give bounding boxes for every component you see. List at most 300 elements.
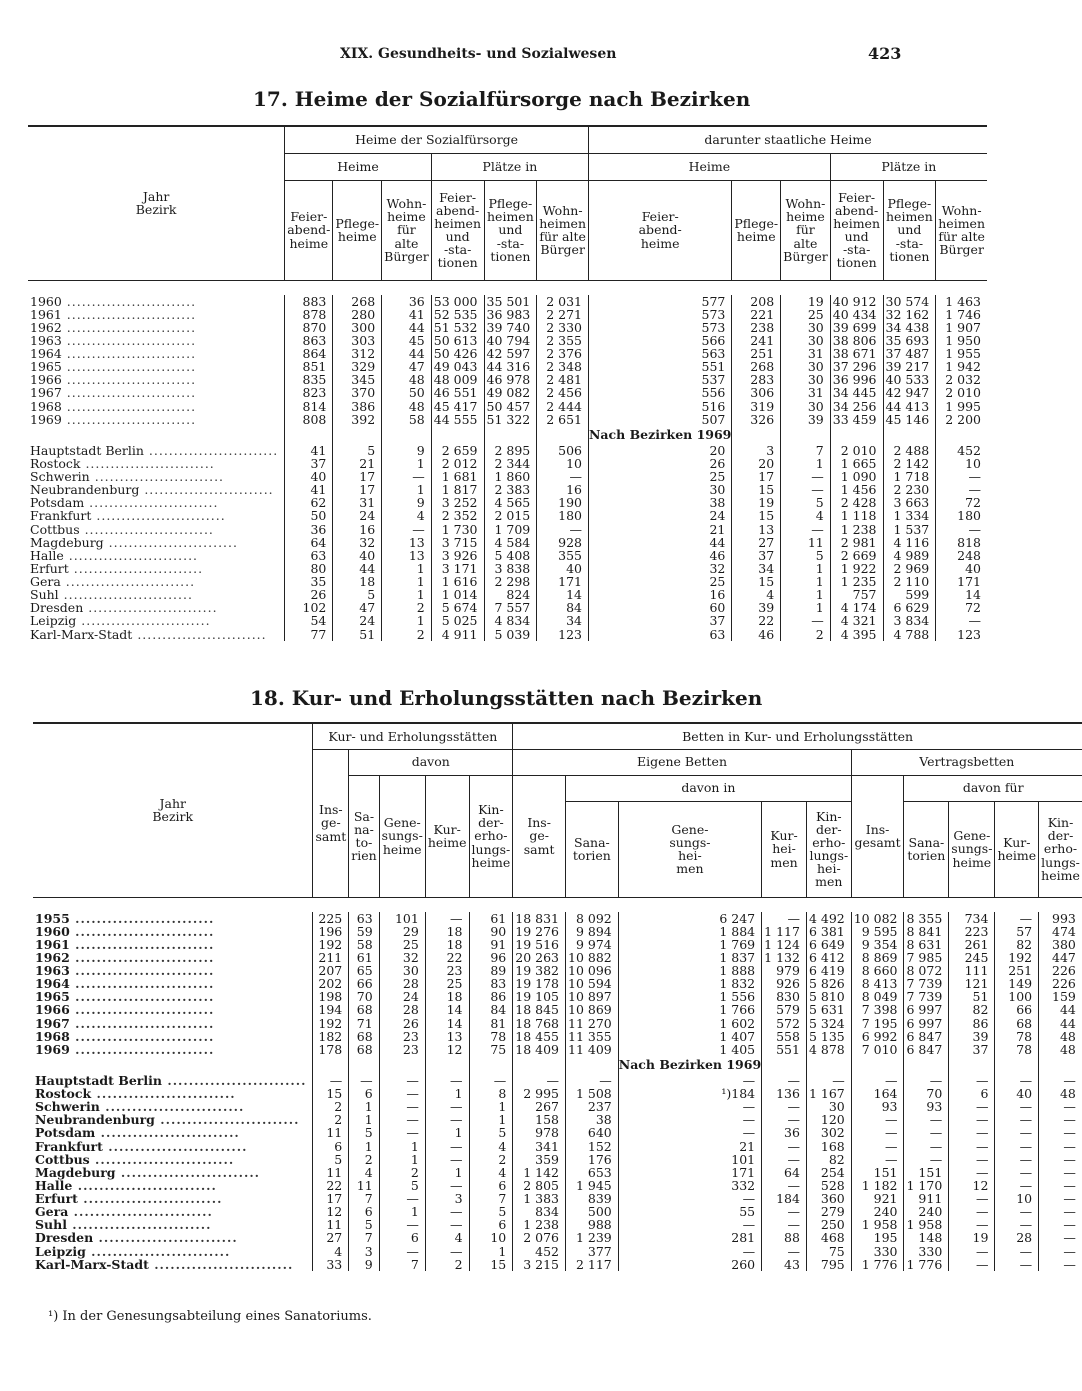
- data-cell: 4: [469, 1140, 513, 1153]
- data-cell: 1: [469, 1100, 513, 1113]
- data-cell: 70: [904, 1087, 949, 1100]
- leader-dots: ..........................: [61, 293, 197, 309]
- data-cell: 28: [995, 1231, 1039, 1244]
- leader-dots: ..........................: [63, 547, 199, 563]
- data-cell: 9 595: [851, 925, 904, 938]
- data-cell: 2 110: [883, 575, 936, 588]
- data-cell: 2 117: [566, 1258, 619, 1271]
- spacer-row: [33, 897, 1082, 912]
- data-cell: 18: [425, 938, 469, 951]
- data-cell: 1 616: [431, 575, 484, 588]
- table-row: [28, 413, 987, 426]
- data-cell: 2: [781, 628, 831, 641]
- leader-dots: ..........................: [99, 1099, 245, 1115]
- data-cell: 1 958: [851, 1218, 904, 1231]
- data-cell: 2 995: [513, 1087, 566, 1100]
- section-cell: [732, 426, 781, 444]
- data-cell: 39 699: [830, 321, 883, 334]
- col-genesungsheime: Gene- sungs- hei- men: [618, 801, 761, 897]
- data-cell: 19: [732, 496, 781, 509]
- data-cell: 447: [1039, 951, 1082, 964]
- data-cell: —: [1039, 1179, 1082, 1192]
- data-cell: 1 014: [431, 588, 484, 601]
- data-cell: 1 556: [618, 990, 761, 1003]
- data-cell: 6 649: [806, 938, 851, 951]
- data-cell: 1 888: [618, 964, 761, 977]
- data-cell: 30: [379, 964, 425, 977]
- data-cell: 63: [589, 628, 732, 641]
- data-cell: 35 693: [883, 334, 936, 347]
- data-cell: —: [949, 1100, 995, 1113]
- data-cell: —: [762, 1218, 807, 1231]
- data-cell: 5 408: [484, 549, 537, 562]
- data-cell: 194: [313, 1003, 349, 1016]
- data-cell: 4: [313, 1245, 349, 1258]
- data-cell: 51: [949, 990, 995, 1003]
- data-cell: 19: [781, 295, 831, 308]
- col-kurheime: Kur- heime: [995, 801, 1039, 897]
- data-cell: 75: [806, 1245, 851, 1258]
- col-pflegeheime: Pflege- heime: [732, 180, 781, 280]
- data-cell: 21: [589, 523, 732, 536]
- data-cell: 44: [382, 347, 432, 360]
- data-cell: 190: [537, 496, 589, 509]
- data-cell: —: [904, 1126, 949, 1139]
- data-cell: 566: [589, 334, 732, 347]
- data-cell: —: [1039, 1113, 1082, 1126]
- data-cell: 5: [349, 1126, 379, 1139]
- data-cell: 171: [936, 575, 987, 588]
- data-cell: 4 878: [806, 1043, 851, 1056]
- data-cell: 18: [333, 575, 382, 588]
- data-cell: 6 997: [904, 1003, 949, 1016]
- data-cell: —: [762, 1113, 807, 1126]
- data-cell: 300: [333, 321, 382, 334]
- row-label-text: 1967: [30, 385, 62, 401]
- data-cell: 54: [285, 614, 333, 627]
- data-cell: 83: [469, 977, 513, 990]
- data-cell: 5: [469, 1126, 513, 1139]
- col-sanatorien: Sana- torien: [904, 801, 949, 897]
- row-label-text: Neubrandenburg: [30, 482, 140, 498]
- data-cell: 72: [936, 601, 987, 614]
- data-cell: 4 584: [484, 536, 537, 549]
- data-cell: 11 270: [566, 1017, 619, 1030]
- data-cell: —: [1039, 1218, 1082, 1231]
- leader-dots: ..........................: [69, 976, 215, 992]
- data-cell: 58: [382, 413, 432, 426]
- data-cell: 6: [313, 1140, 349, 1153]
- data-cell: —: [425, 1074, 469, 1087]
- row-label-text: Schwerin: [35, 1099, 100, 1115]
- data-cell: 4 174: [830, 601, 883, 614]
- data-cell: 58: [349, 938, 379, 951]
- data-cell: —: [313, 1074, 349, 1087]
- data-cell: 7 010: [851, 1043, 904, 1056]
- leader-dots: ..........................: [102, 1138, 248, 1154]
- data-cell: 1 238: [830, 523, 883, 536]
- table-18-body: [33, 897, 1082, 1271]
- row-label: [33, 1258, 313, 1271]
- data-cell: 40 912: [830, 295, 883, 308]
- data-cell: 303: [333, 334, 382, 347]
- data-cell: 12: [425, 1043, 469, 1056]
- table-row: [28, 628, 987, 641]
- data-cell: 556: [589, 386, 732, 399]
- data-cell: 5 039: [484, 628, 537, 641]
- data-cell: —: [1039, 1245, 1082, 1258]
- section-cell: [537, 426, 589, 444]
- data-cell: 46: [732, 628, 781, 641]
- section-cell: [618, 1056, 761, 1074]
- data-cell: 1 508: [566, 1087, 619, 1100]
- data-cell: —: [949, 1153, 995, 1166]
- data-cell: 8 660: [851, 964, 904, 977]
- data-cell: 6 847: [904, 1043, 949, 1056]
- section-cell: [762, 1056, 807, 1074]
- data-cell: 14: [425, 1003, 469, 1016]
- data-cell: —: [618, 1100, 761, 1113]
- leader-dots: ..........................: [61, 385, 197, 401]
- row-label-text: 1963: [30, 332, 62, 348]
- data-cell: 1 602: [618, 1017, 761, 1030]
- data-cell: 9 974: [566, 938, 619, 951]
- row-label-text: Leipzig: [30, 613, 77, 629]
- data-cell: 2: [425, 1258, 469, 1271]
- data-cell: 1 407: [618, 1030, 761, 1043]
- data-cell: 563: [589, 347, 732, 360]
- data-cell: 192: [313, 1017, 349, 1030]
- data-cell: 312: [333, 347, 382, 360]
- data-cell: 82: [806, 1153, 851, 1166]
- data-cell: 30: [781, 360, 831, 373]
- section-cell: [1039, 1056, 1082, 1074]
- data-cell: 2 330: [537, 321, 589, 334]
- data-cell: 261: [949, 938, 995, 951]
- row-label-text: 1967: [35, 1015, 70, 1031]
- data-cell: 15: [732, 483, 781, 496]
- data-cell: 158: [513, 1113, 566, 1126]
- data-cell: —: [379, 1100, 425, 1113]
- data-cell: 192: [313, 938, 349, 951]
- col-plaetze-wohn: Wohn- heimen für alte Bürger: [936, 180, 987, 280]
- data-cell: 2 355: [537, 334, 589, 347]
- section-cell: [425, 1056, 469, 1074]
- data-cell: 1 995: [936, 400, 987, 413]
- data-cell: 40: [537, 562, 589, 575]
- section-cell: [313, 1056, 349, 1074]
- data-cell: 40 533: [883, 373, 936, 386]
- data-cell: 102: [285, 601, 333, 614]
- data-cell: —: [851, 1140, 904, 1153]
- data-cell: 22: [425, 951, 469, 964]
- data-cell: 38 806: [830, 334, 883, 347]
- data-cell: 2 895: [484, 444, 537, 457]
- data-cell: —: [995, 1153, 1039, 1166]
- data-cell: 225: [313, 912, 349, 925]
- spacer-row: [28, 280, 987, 295]
- leader-dots: ..........................: [148, 1256, 294, 1272]
- data-cell: 17: [732, 470, 781, 483]
- data-cell: 30: [781, 400, 831, 413]
- data-cell: 250: [806, 1218, 851, 1231]
- data-cell: 28: [379, 977, 425, 990]
- data-cell: 176: [566, 1153, 619, 1166]
- data-cell: 1: [469, 1245, 513, 1258]
- data-cell: 36 983: [484, 308, 537, 321]
- data-cell: 10: [936, 457, 987, 470]
- data-cell: 20: [732, 457, 781, 470]
- data-cell: 9: [382, 496, 432, 509]
- data-cell: 12: [949, 1179, 995, 1192]
- data-cell: 32: [589, 562, 732, 575]
- subgroup-eigene-betten: Eigene Betten: [513, 749, 851, 775]
- data-cell: 45: [382, 334, 432, 347]
- data-cell: —: [995, 1179, 1039, 1192]
- data-cell: 8: [469, 1087, 513, 1100]
- data-cell: 3 171: [431, 562, 484, 575]
- data-cell: 196: [313, 925, 349, 938]
- data-cell: —: [995, 1126, 1039, 1139]
- data-cell: 6 419: [806, 964, 851, 977]
- data-cell: 1: [382, 588, 432, 601]
- data-cell: 46 551: [431, 386, 484, 399]
- col-genesungsheime: Gene- sungs- heime: [949, 801, 995, 897]
- leader-dots: ..........................: [58, 587, 193, 603]
- data-cell: 192: [995, 951, 1039, 964]
- data-cell: 71: [349, 1017, 379, 1030]
- section-row: [33, 1056, 1082, 1074]
- data-cell: 40 794: [484, 334, 537, 347]
- data-cell: 34 256: [830, 400, 883, 413]
- data-cell: 1: [425, 1166, 469, 1179]
- section-cell: [949, 1056, 995, 1074]
- data-cell: —: [425, 1140, 469, 1153]
- data-cell: 68: [995, 1017, 1039, 1030]
- data-cell: 1 463: [936, 295, 987, 308]
- data-cell: 5: [781, 496, 831, 509]
- col-sanatorien: Sana- torien: [566, 801, 619, 897]
- data-cell: —: [379, 1218, 425, 1231]
- data-cell: 51 532: [431, 321, 484, 334]
- row-label-text: Dresden: [35, 1230, 94, 1246]
- section-cell: [431, 426, 484, 444]
- data-cell: 988: [566, 1218, 619, 1231]
- section-cell: [469, 1056, 513, 1074]
- data-cell: 3 838: [484, 562, 537, 575]
- row-label-text: Cottbus: [35, 1151, 90, 1167]
- leader-dots: ..........................: [61, 306, 197, 322]
- data-cell: 44 316: [484, 360, 537, 373]
- data-cell: 4: [469, 1166, 513, 1179]
- data-cell: 8 631: [904, 938, 949, 951]
- col-feierabendheime: Feier- abend- heime: [285, 180, 333, 280]
- data-cell: 47: [333, 601, 382, 614]
- data-cell: 5 826: [806, 977, 851, 990]
- section-cell: [484, 426, 537, 444]
- leader-dots: ..........................: [69, 936, 215, 952]
- data-cell: 19 382: [513, 964, 566, 977]
- data-cell: 2: [349, 1153, 379, 1166]
- leader-dots: ..........................: [84, 495, 219, 511]
- row-label-text: Magdeburg: [35, 1164, 116, 1180]
- data-cell: 25: [425, 977, 469, 990]
- data-cell: 4 788: [883, 628, 936, 641]
- data-cell: —: [1039, 1100, 1082, 1113]
- data-cell: —: [349, 1074, 379, 1087]
- data-cell: —: [781, 614, 831, 627]
- row-label-text: Potsdam: [35, 1125, 96, 1141]
- section-cell: [285, 426, 333, 444]
- data-cell: 6 997: [904, 1017, 949, 1030]
- row-label-text: Magdeburg: [30, 534, 104, 550]
- data-cell: 795: [806, 1258, 851, 1271]
- data-cell: 926: [762, 977, 807, 990]
- data-cell: 9 354: [851, 938, 904, 951]
- row-label-text: 1966: [35, 1002, 70, 1018]
- data-cell: 260: [618, 1258, 761, 1271]
- row-label-text: 1964: [35, 976, 70, 992]
- data-cell: 21: [618, 1140, 761, 1153]
- data-cell: —: [949, 1126, 995, 1139]
- row-label-text: Karl-Marx-Stadt: [30, 626, 133, 642]
- data-cell: 2 669: [830, 549, 883, 562]
- data-cell: 2: [469, 1153, 513, 1166]
- data-cell: 6 412: [806, 951, 851, 964]
- data-cell: 38: [589, 496, 732, 509]
- data-cell: 51: [333, 628, 382, 641]
- data-cell: 1 405: [618, 1043, 761, 1056]
- data-cell: 558: [762, 1030, 807, 1043]
- data-cell: 61: [469, 912, 513, 925]
- data-cell: 49 043: [431, 360, 484, 373]
- row-label-text: 1962: [35, 949, 70, 965]
- data-cell: —: [781, 483, 831, 496]
- data-cell: 2 444: [537, 400, 589, 413]
- data-cell: 1: [781, 562, 831, 575]
- data-cell: 15: [732, 509, 781, 522]
- data-cell: 330: [904, 1245, 949, 1258]
- data-cell: 1: [382, 614, 432, 627]
- col-wohnheime: Wohn- heime für alte Bürger: [781, 180, 831, 280]
- data-cell: 120: [806, 1113, 851, 1126]
- data-cell: 5: [349, 1218, 379, 1231]
- footnote: ¹) In der Genesungsabteilung eines Sanatoriums.: [48, 1309, 372, 1324]
- leader-dots: ..........................: [61, 398, 197, 414]
- data-cell: 10 869: [566, 1003, 619, 1016]
- data-cell: 78: [995, 1030, 1039, 1043]
- data-cell: 2 488: [883, 444, 936, 457]
- data-cell: 237: [566, 1100, 619, 1113]
- data-cell: 579: [762, 1003, 807, 1016]
- data-cell: 8 072: [904, 964, 949, 977]
- data-cell: 6 629: [883, 601, 936, 614]
- data-cell: 1: [349, 1100, 379, 1113]
- data-cell: 1 709: [484, 523, 537, 536]
- data-cell: 34 445: [830, 386, 883, 399]
- data-cell: 452: [936, 444, 987, 457]
- table-row: [33, 1043, 1082, 1056]
- col-plaetze-pflege: Pflege- heimen und -sta- tionen: [883, 180, 936, 280]
- data-cell: 1 769: [618, 938, 761, 951]
- data-cell: 11: [313, 1126, 349, 1139]
- data-cell: 516: [589, 400, 732, 413]
- leader-dots: ..........................: [69, 923, 215, 939]
- data-cell: 839: [566, 1192, 619, 1205]
- col-genesungsheime: Gene- sungs- heime: [379, 775, 425, 897]
- data-cell: 2 969: [883, 562, 936, 575]
- data-cell: —: [762, 1074, 807, 1087]
- data-cell: 33: [313, 1258, 349, 1271]
- row-label-text: 1968: [30, 398, 62, 414]
- data-cell: 2 383: [484, 483, 537, 496]
- data-cell: 32: [333, 536, 382, 549]
- data-cell: 4: [425, 1231, 469, 1244]
- data-cell: 35: [285, 575, 333, 588]
- data-cell: 377: [566, 1245, 619, 1258]
- data-cell: 452: [513, 1245, 566, 1258]
- data-cell: 14: [936, 588, 987, 601]
- data-cell: 78: [469, 1030, 513, 1043]
- data-cell: 48: [1039, 1043, 1082, 1056]
- row-label-text: Neubrandenburg: [35, 1112, 155, 1128]
- leader-dots: ..........................: [61, 372, 197, 388]
- data-cell: 39: [781, 413, 831, 426]
- data-cell: 14: [425, 1017, 469, 1030]
- data-cell: 39: [732, 601, 781, 614]
- data-cell: 15: [313, 1087, 349, 1100]
- data-cell: 1: [379, 1153, 425, 1166]
- data-cell: 178: [313, 1043, 349, 1056]
- section-cell: [566, 1056, 619, 1074]
- data-cell: 25: [781, 308, 831, 321]
- data-cell: 878: [285, 308, 333, 321]
- data-cell: 1 955: [936, 347, 987, 360]
- data-cell: 180: [537, 509, 589, 522]
- subgroup-plaetze: Plätze in: [830, 153, 987, 180]
- data-cell: 573: [589, 321, 732, 334]
- data-cell: 23: [379, 1030, 425, 1043]
- data-cell: 81: [469, 1017, 513, 1030]
- data-cell: 507: [589, 413, 732, 426]
- data-cell: 5: [781, 549, 831, 562]
- data-cell: 6: [349, 1205, 379, 1218]
- leader-dots: ..........................: [68, 1204, 213, 1220]
- row-label-text: Leipzig: [35, 1243, 86, 1259]
- data-cell: 10 594: [566, 977, 619, 990]
- data-cell: —: [781, 470, 831, 483]
- col-plaetze-feierabend: Feier- abend- heimen und -sta- tionen: [431, 180, 484, 280]
- data-cell: —: [537, 470, 589, 483]
- data-cell: 48: [1039, 1087, 1082, 1100]
- data-cell: 332: [618, 1179, 761, 1192]
- section-cell: [851, 1056, 904, 1074]
- data-cell: —: [949, 1258, 995, 1271]
- data-cell: 62: [285, 496, 333, 509]
- running-head: XIX. Gesundheits- und Sozialwesen: [340, 46, 617, 62]
- data-cell: 1: [781, 457, 831, 470]
- row-label-text: Rostock: [35, 1086, 92, 1101]
- section-cell: [904, 1056, 949, 1074]
- data-cell: 5: [333, 444, 382, 457]
- data-cell: 41: [382, 308, 432, 321]
- data-cell: —: [379, 1113, 425, 1126]
- data-cell: 329: [333, 360, 382, 373]
- row-label-text: Schwerin: [30, 469, 90, 484]
- data-cell: 7 985: [904, 951, 949, 964]
- data-cell: 30: [781, 321, 831, 334]
- data-cell: 7 739: [904, 990, 949, 1003]
